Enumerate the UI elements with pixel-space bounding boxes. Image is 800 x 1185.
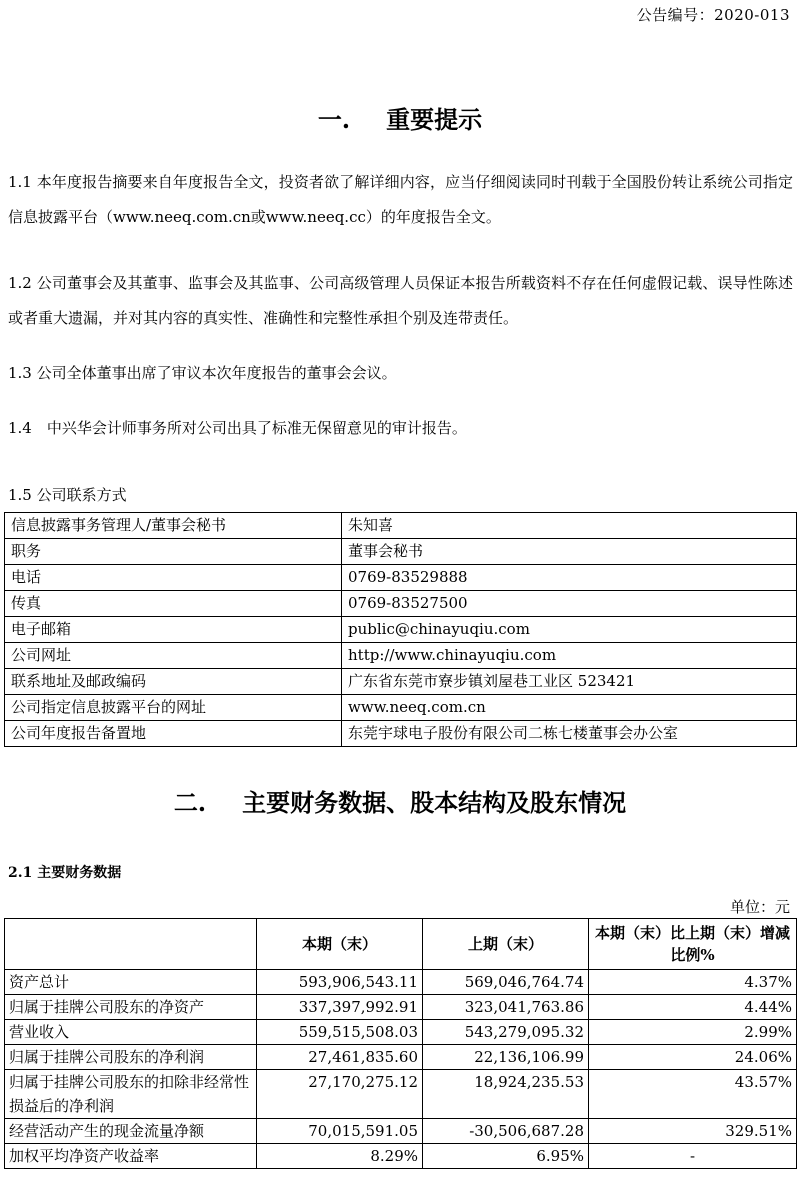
previous-value: 18,924,235.53 xyxy=(423,1070,589,1119)
current-value: 337,397,992.91 xyxy=(257,995,423,1020)
table-row xyxy=(5,617,797,643)
section1-heading xyxy=(0,100,800,135)
contact-value: 广东省东莞市寮步镇刘屋巷工业区 523421 xyxy=(342,669,797,695)
contact-value: 董事会秘书 xyxy=(342,539,797,565)
section2-title: 主要财务数据、股本结构及股东情况 xyxy=(242,788,627,817)
table-row xyxy=(5,995,797,1020)
unit-label: 单位：元 xyxy=(729,898,790,916)
row-label: 营业收入 xyxy=(5,1020,257,1045)
current-value: 27,461,835.60 xyxy=(257,1045,423,1070)
table-row xyxy=(5,970,797,995)
contact-value: 0769-83529888 xyxy=(342,565,797,591)
contact-label: 传真 xyxy=(5,591,342,617)
header-previous: 上期（末） xyxy=(423,919,589,970)
contact-value: 东莞宇球电子股份有限公司二栋七楼董事会办公室 xyxy=(342,721,797,747)
table-row xyxy=(5,1045,797,1070)
table-row xyxy=(5,1144,797,1169)
section2-number: 二. xyxy=(173,788,207,817)
row-label: 归属于挂牌公司股东的净资产 xyxy=(5,995,257,1020)
paragraph-1-4: 1.4 中兴华会计师事务所对公司出具了标准无保留意见的审计报告。 xyxy=(8,419,467,437)
previous-value: 543,279,095.32 xyxy=(423,1020,589,1045)
contact-heading: 1.5 公司联系方式 xyxy=(8,486,127,504)
row-label: 归属于挂牌公司股东的扣除非经常性损益后的净利润 xyxy=(5,1070,257,1119)
change-pct: 4.37% xyxy=(589,970,797,995)
table-row xyxy=(5,513,797,539)
header-current: 本期（末） xyxy=(257,919,423,970)
contact-label: 职务 xyxy=(5,539,342,565)
contact-label: 联系地址及邮政编码 xyxy=(5,669,342,695)
row-label: 加权平均净资产收益率 xyxy=(5,1144,257,1169)
change-pct: 24.06% xyxy=(589,1045,797,1070)
table-row xyxy=(5,1020,797,1045)
current-value: 27,170,275.12 xyxy=(257,1070,423,1119)
contact-table xyxy=(4,512,797,747)
change-pct: 329.51% xyxy=(589,1119,797,1144)
table-row xyxy=(5,1070,797,1119)
row-label: 归属于挂牌公司股东的净利润 xyxy=(5,1045,257,1070)
contact-website-link[interactable]: http://www.chinayuqiu.com xyxy=(342,643,797,669)
contact-label: 信息披露事务管理人/董事会秘书 xyxy=(5,513,342,539)
change-pct: 2.99% xyxy=(589,1020,797,1045)
table-header-row xyxy=(5,919,797,970)
contact-value: 朱知喜 xyxy=(342,513,797,539)
disclosure-platform-link[interactable]: www.neeq.com.cn xyxy=(342,695,797,721)
table-row xyxy=(5,1119,797,1144)
current-value: 8.29% xyxy=(257,1144,423,1169)
current-value: 593,906,543.11 xyxy=(257,970,423,995)
table-row xyxy=(5,721,797,747)
contact-value: 0769-83527500 xyxy=(342,591,797,617)
contact-label: 公司指定信息披露平台的网址 xyxy=(5,695,342,721)
current-value: 559,515,508.03 xyxy=(257,1020,423,1045)
previous-value: 569,046,764.74 xyxy=(423,970,589,995)
table-row xyxy=(5,643,797,669)
previous-value: 323,041,763.86 xyxy=(423,995,589,1020)
table-row xyxy=(5,695,797,721)
current-value: 70,015,591.05 xyxy=(257,1119,423,1144)
header-blank xyxy=(5,919,257,970)
contact-label: 电子邮箱 xyxy=(5,617,342,643)
contact-label: 公司网址 xyxy=(5,643,342,669)
table-row xyxy=(5,539,797,565)
table-row xyxy=(5,669,797,695)
contact-label: 公司年度报告备置地 xyxy=(5,721,342,747)
paragraph-1-3: 1.3 公司全体董事出席了审议本次年度报告的董事会会议。 xyxy=(8,364,397,382)
header-change: 本期（末）比上期（末）增减比例% xyxy=(589,919,797,970)
paragraph-1-2: 1.2 公司董事会及其董事、监事会及其监事、公司高级管理人员保证本报告所载资料不存在任何虚假记载、误导性陈述或者重大遗漏，并对其内容的真实性、准确性和完整性承担个别及连带责任。 xyxy=(8,274,793,327)
contact-label: 电话 xyxy=(5,565,342,591)
subsection-2-1-title: 2.1 主要财务数据 xyxy=(8,865,122,881)
table-row xyxy=(5,591,797,617)
section1-number: 一. xyxy=(317,105,351,134)
change-pct: 43.57% xyxy=(589,1070,797,1119)
section2-heading xyxy=(0,783,800,818)
paragraph-1-1: 1.1 本年度报告摘要来自年度报告全文，投资者欲了解详细内容，应当仔细阅读同时刊载于全国股份转让系统公司指定信息披露平台（www.neeq.com.cn或www.neeq.cc）的年度报告全文。 xyxy=(8,173,793,226)
notice-number: 公告编号：2020-013 xyxy=(636,6,790,24)
previous-value: -30,506,687.28 xyxy=(423,1119,589,1144)
row-label: 资产总计 xyxy=(5,970,257,995)
previous-value: 22,136,106.99 xyxy=(423,1045,589,1070)
change-pct: 4.44% xyxy=(589,995,797,1020)
row-label: 经营活动产生的现金流量净额 xyxy=(5,1119,257,1144)
previous-value: 6.95% xyxy=(423,1144,589,1169)
section1-title: 重要提示 xyxy=(386,105,483,134)
change-pct: - xyxy=(589,1144,797,1169)
table-row xyxy=(5,565,797,591)
contact-email[interactable]: public@chinayuqiu.com xyxy=(342,617,797,643)
financial-table xyxy=(4,918,797,1169)
